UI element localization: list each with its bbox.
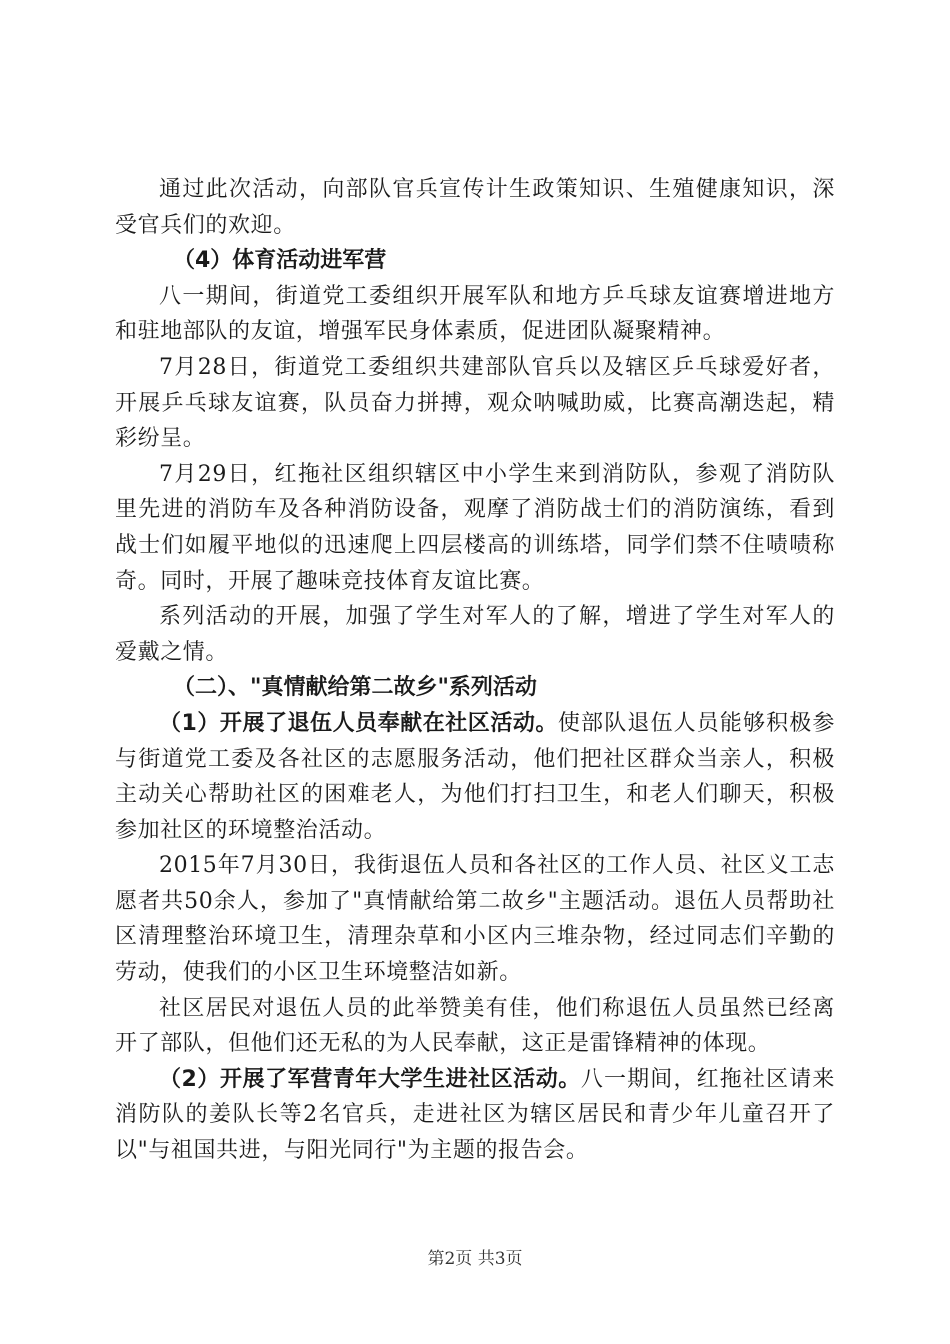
paragraph-july-28: 7月28日，街道党工委组织共建部队官兵以及辖区乒乓球爱好者，开展乒乓球友谊赛，队员奋力拼搏，观众呐喊助威，比赛高潮迭起，精彩纷呈。: [115, 354, 835, 452]
paragraph-residents-praise: 社区居民对退伍人员的此举赞美有佳，他们称退伍人员虽然已经离开了部队，但他们还无私的为人民奉献，这正是雷锋精神的体现。: [115, 995, 835, 1057]
heading-second-hometown: （二）、"真情献给第二故乡"系列活动: [173, 675, 537, 701]
paragraph-july-30: 2015年7月30日，我街退伍人员和各社区的工作人员、社区义工志愿者共50余人，参加了"真情献给第二故乡"主题活动。退伍人员帮助社区清理整治环境卫生，清理杂草和小区内三堆杂物，经过同志们辛勤的劳动，使我们的小区卫生环境整洁如新。: [115, 853, 835, 986]
paragraph-outreach-result: 通过此次活动，向部队官兵宣传计生政策知识、生殖健康知识，深受官兵们的欢迎。: [115, 177, 835, 238]
veterans-service-text: 使部队退伍人员能够积极参与街道党工委及各社区的志愿服务活动，他们把社区群众当亲人，积极主动关心帮助社区的困难老人，为他们打扫卫生，和老人们聊天，积极参加社区的环境整治活动。: [115, 710, 835, 843]
paragraph-veterans-service: [115, 706, 835, 848]
paragraph-youth-visit: [115, 1062, 835, 1169]
document-body: [115, 172, 835, 1169]
heading-sports-activity: （4）体育活动进军营: [173, 248, 387, 274]
paragraph-july-29: 7月29日，红拖社区组织辖区中小学生来到消防队，参观了消防队里先进的消防车及各种消防设备，观摩了消防战士们的消防演练，看到战士们如履平地似的迅速爬上四层楼高的训练塔，同学们禁不住啧啧称奇。同时，开展了趣味竞技体育友谊比赛。: [115, 461, 835, 594]
page-footer: 第2页 共3页: [427, 1249, 523, 1269]
youth-visit-text: 八一期间，红拖社区请来消防队的姜队长等2名官兵，走进社区为辖区居民和青少年儿童召开了以"与祖国共进，与阳光同行"为主题的报告会。: [115, 1066, 835, 1164]
veterans-service-lead: （1）开展了退伍人员奉献在社区活动。: [159, 710, 558, 736]
youth-visit-lead: （2）开展了军营青年大学生进社区活动。: [159, 1066, 581, 1092]
paragraph-table-tennis-intro: 八一期间，街道党工委组织开展军队和地方乒乓球友谊赛增进地方和驻地部队的友谊，增强军民身体素质，促进团队凝聚精神。: [115, 283, 835, 345]
paragraph-series-summary: 系列活动的开展，加强了学生对军人的了解，增进了学生对军人的爱戴之情。: [115, 604, 835, 665]
